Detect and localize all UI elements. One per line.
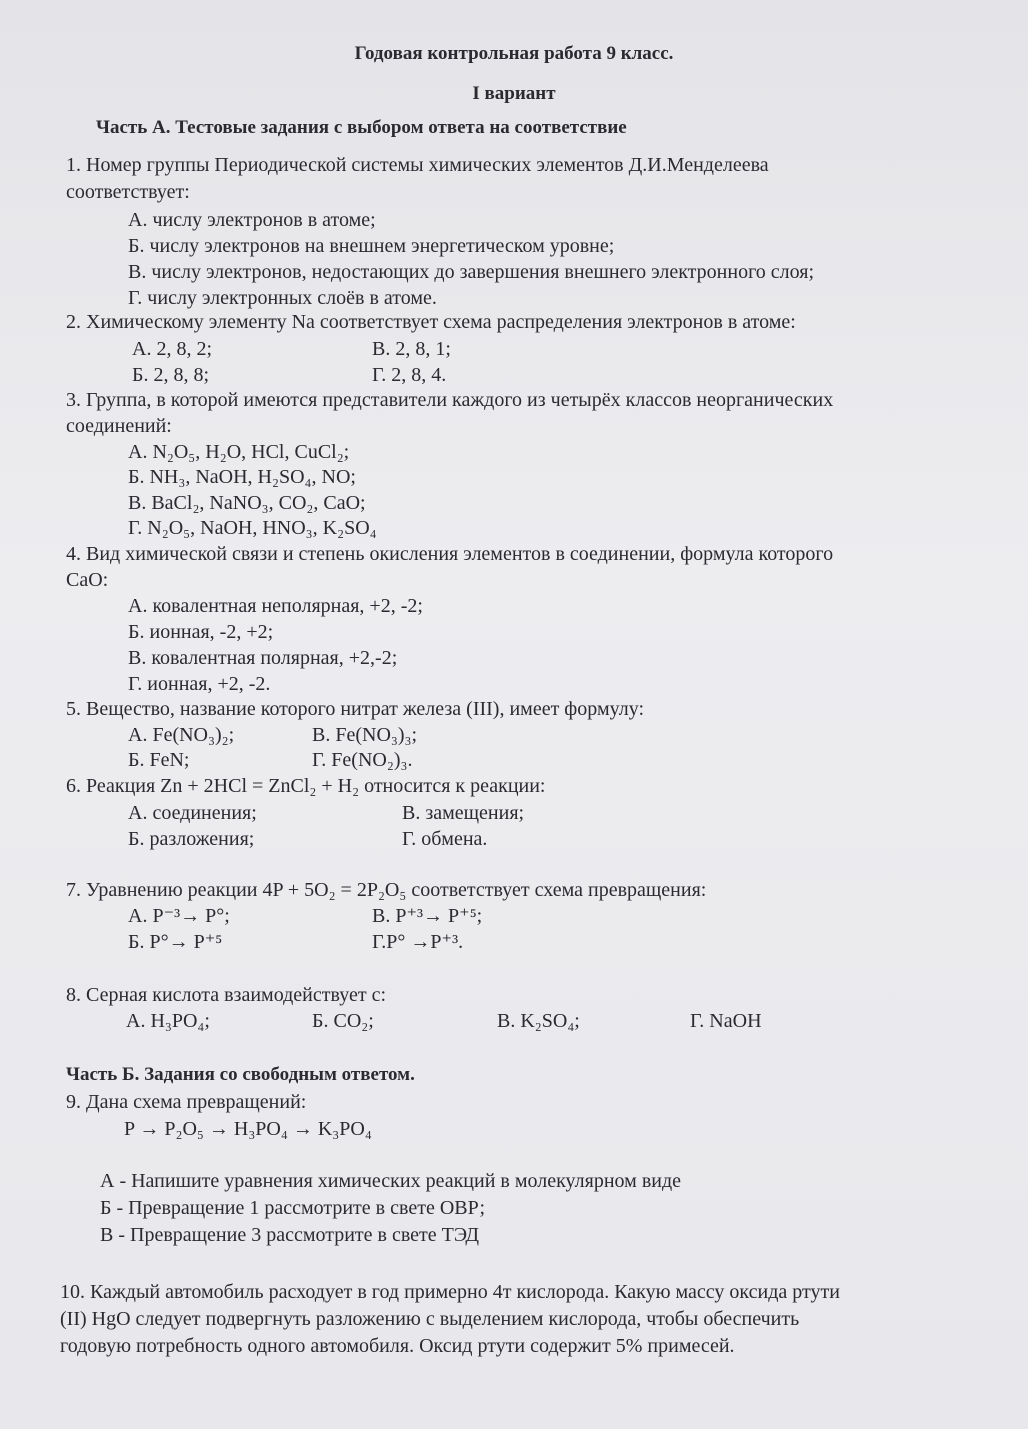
q1-option-v: В. числу электронов, недостающих до завершения внешнего электронного слоя; — [128, 261, 815, 283]
q9-scheme: P → P₂O₅ → H₃PO₄ → K₃PO₄ — [124, 1118, 372, 1140]
q1-option-a: А. числу электронов в атоме; — [128, 209, 376, 231]
q2-option-b: Б. 2, 8, 8; — [132, 364, 210, 386]
q5-option-a: А. Fe(NO₃)₂; — [128, 724, 235, 746]
part-a-heading: Часть А. Тестовые задания с выбором ответа на соответствие — [96, 117, 627, 138]
q2-text: 2. Химическому элементу Na соответствует схема распределения электронов в атоме: — [66, 311, 796, 333]
q3-option-a: А. N₂O₅, H₂O, HCl, CuCl₂; — [128, 441, 350, 463]
q6-option-b: Б. разложения; — [128, 828, 255, 850]
q2-option-g: Г. 2, 8, 4. — [372, 364, 447, 386]
document-title: Годовая контрольная работа 9 класс. — [354, 43, 674, 64]
q9-task-a: А - Напишите уравнения химических реакций в молекулярном виде — [100, 1170, 682, 1192]
q8-option-v: В. K₂SO₄; — [497, 1010, 580, 1032]
q8-option-g: Г. NaOH — [690, 1010, 762, 1032]
q5-text: 5. Вещество, название которого нитрат железа (III), имеет формулу: — [66, 698, 645, 720]
variant-heading: I вариант — [472, 83, 556, 104]
q10-text-line2: (II) HgO следует подвергнуть разложению с выделением кислорода, чтобы обеспечить — [60, 1308, 800, 1330]
q4-option-v: В. ковалентная полярная, +2,-2; — [128, 647, 398, 669]
q8-text: 8. Серная кислота взаимодействует с: — [66, 984, 387, 1006]
q10-text-line3: годовую потребность одного автомобиля. Оксид ртути содержит 5% примесей. — [60, 1335, 735, 1357]
q6-text: 6. Реакция Zn + 2HCl = ZnCl₂ + H₂ относится к реакции: — [66, 775, 546, 797]
q1-option-g: Г. числу электронных слоёв в атоме. — [128, 287, 437, 309]
q9-task-b: Б - Превращение 1 рассмотрите в свете ОВР; — [100, 1197, 486, 1219]
q3-text-line1: 3. Группа, в которой имеются представители каждого из четырёх классов неорганических — [66, 389, 834, 411]
q7-option-v: В. P⁺³→ P⁺⁵; — [372, 905, 483, 927]
q7-text: 7. Уравнению реакции 4P + 5O₂ = 2P₂O₅ соответствует схема превращения: — [66, 879, 707, 901]
q8-option-a: А. H₃PO₄; — [126, 1010, 210, 1032]
q4-option-g: Г. ионная, +2, -2. — [128, 673, 271, 695]
q5-option-g: Г. Fe(NO₂)₃. — [312, 749, 413, 771]
q7-option-a: А. P⁻³→ P°; — [128, 905, 230, 927]
q7-option-b: Б. P°→ P⁺⁵ — [128, 931, 223, 953]
q6-option-a: А. соединения; — [128, 802, 257, 824]
q9-task-v: В - Превращение 3 рассмотрите в свете ТЭД — [100, 1224, 480, 1246]
q4-text-line1: 4. Вид химической связи и степень окисления элементов в соединении, формула которого — [66, 543, 834, 565]
q5-option-v: В. Fe(NO₃)₃; — [312, 724, 418, 746]
q1-option-b: Б. числу электронов на внешнем энергетическом уровне; — [128, 235, 615, 257]
q2-option-a: А. 2, 8, 2; — [132, 338, 212, 360]
q3-option-b: Б. NH₃, NaOH, H₂SO₄, NO; — [128, 466, 356, 488]
q4-option-b: Б. ионная, -2, +2; — [128, 621, 274, 643]
q1-text-line2: соответствует: — [66, 181, 190, 203]
part-b-heading: Часть Б. Задания со свободным ответом. — [66, 1064, 415, 1085]
q6-option-v: В. замещения; — [402, 802, 525, 824]
q9-text: 9. Дана схема превращений: — [66, 1091, 307, 1113]
q3-option-v: В. BaCl₂, NaNO₃, CO₂, CaO; — [128, 492, 366, 514]
q2-option-v: В. 2, 8, 1; — [372, 338, 451, 360]
q10-text-line1: 10. Каждый автомобиль расходует в год примерно 4т кислорода. Какую массу оксида ртути — [60, 1281, 840, 1303]
q4-text-line2: CaO: — [66, 569, 109, 591]
q6-option-g: Г. обмена. — [402, 828, 488, 850]
q3-option-g: Г. N₂O₅, NaOH, HNO₃, K₂SO₄ — [128, 517, 377, 539]
q3-text-line2: соединений: — [66, 415, 172, 437]
q4-option-a: А. ковалентная неполярная, +2, -2; — [128, 595, 423, 617]
q5-option-b: Б. FeN; — [128, 749, 190, 771]
q1-text-line1: 1. Номер группы Периодической системы химических элементов Д.И.Менделеева — [66, 154, 769, 176]
q8-option-b: Б. CO₂; — [312, 1010, 374, 1032]
q7-option-g: Г.P° →P⁺³. — [372, 931, 464, 953]
